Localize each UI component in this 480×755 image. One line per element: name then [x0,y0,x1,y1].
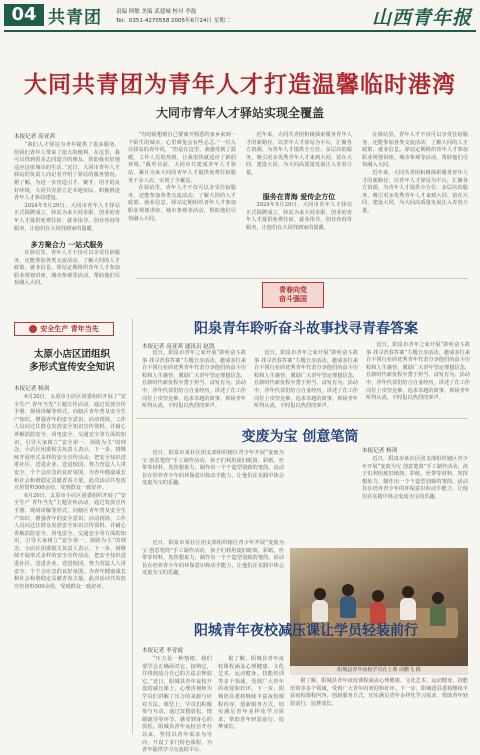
lead-subhead: 大同市青年人才驿站实现全覆盖 [155,106,324,120]
yangquan-col-2: 近日，阳泉市青年之家开展“聆听奋斗故事 找寻青春答案”主题分享活动，邀请多位来自不同行业的优秀青年代表分享他们的奋斗历程和人生感悟，激励广大青年坚定理想信念，在新时代新征程中勇于担当、奋发有为。活动中，青年代表们结合自身经历，讲述了在工作岗位上攻坚克难、追求卓越的故事，现场青年听得认真，不时报以热烈的掌声。 [254,350,358,410]
header-rule [4,30,476,32]
youth-tag: 青春向党 奋斗强国 [262,282,324,308]
waste-headline: 变废为宝 创意笔筒 [241,429,359,445]
lead-column-2: “有时候想到自己要离开熟悉的家乡来到一个陌生的城市，心里难免会有些忐忑。”一位入住驿站的青年说，“但是在这里，我感受到了温暖，工作人员很热情，让我很快就适应了新的环境。”截至目前，大同市共建成青年人才驿站，累计为来大同的青年人才提供免费住宿服务千余人次，实现了全覆盖。 在驿站里，青年人才不仅可以享受住宿服务，还能参加各类交流活动，了解大同的人才政策、就业信息。驿站定期组织青年人才参加职业规划讲座、城市参观等活动，帮助他们尽快融入大同。 [128,132,236,222]
lead-column-3: 近年来，大同共青团积极探索服务青年人才的新路径，以青年人才驿站为平台，汇聚各方资源，为青年人才提供全方位、多层次的服务，吸引更多优秀青年人才来到大同、留在大同、建设大同，为大同高质量发展注入青春力量。 [246,132,352,176]
waste-col-3: 近日，阳泉市某社区团支部组织辖区青少年开展“变废为宝 创意笔筒”手工制作活动，孩子们利用废旧纸筒、彩纸、丝带等材料，发挥想象力，制作出一个个造型别致的笔筒。活动旨在培养青少年的环保意识和动手能力，让他们在实践中体会变废为宝的乐趣。 [142,540,284,577]
page-number: 04 [4,4,44,26]
waste-byline: 本报记者 杨剑 [362,448,398,454]
contact-date-line: Tel：0351-4270558 2005年6月24日 星期二 [116,18,231,24]
waste-col-1: 近日，阳泉市某社区团支部组织辖区青少年开展“变废为宝 创意笔筒”手工制作活动，孩子们利用废旧纸筒、彩纸、丝带等材料，发挥想象力，制作出一个个造型别致的笔筒。活动旨在培养青少年的环保意识和动手能力，让他们在实践中体会变废为宝的乐趣。 [142,450,284,487]
column-divider [132,318,133,734]
class-photo [290,548,468,666]
badge-dot-icon [29,325,37,333]
newspaper-logo: 山西青年报 [371,7,472,29]
safety-body: 6月20日，太原市小店区团委组织开展了“安全生产 青年当先”主题宣传活动，通过发放宣传手册、现场讲解等形式，向辖区青年普及安全生产知识，增强青年的安全意识。活动现场，工作人员向过往群众发放安全知识宣传资料，并耐心讲解消防安全、用电安全、交通安全等方面的知识，引导大家树立“安全第一、预防为主”的理念。小店区团委相关负责人表示，下一步，将继续开展形式多样的安全宣传活动，把安全知识送进社区、送进企业、送进校园，努力营造人人讲安全、个个会应急的良好氛围，为青年健康成长和社会和谐稳定贡献青春力量。此次活动共发放宣传资料500余份，受到群众一致好评。 6月20日，太原市小店区团委组织开展了“安全生产 青年当先”主题宣传活动，通过发放宣传手册、现场讲解等形式，向辖区青年普及安全生产知识，增强青年的安全意识。活动现场，工作人员向过往群众发放安全知识宣传资料，并耐心讲解消防安全、用电安全、交通安全等方面的知识，引导大家树立“安全第一、预防为主”的理念。小店区团委相关负责人表示，下一步，将继续开展形式多样的安全宣传活动，把安全知识送进社区、送进企业、送进校园，努力营造人人讲安全、个个会应急的良好氛围，为青年健康成长和社会和谐稳定贡献青春力量。此次活动共发放宣传资料500余份，受到群众一致好评。 [14,394,126,590]
yangquan-col-1: 近日，阳泉市青年之家开展“聆听奋斗故事 找寻青春答案”主题分享活动，邀请多位来自不同行业的优秀青年代表分享他们的奋斗历程和人生感悟，激励广大青年坚定理想信念，在新时代新征程中勇于担当、奋发有为。活动中，青年代表们结合自身经历，讲述了在工作岗位上攻坚克难、追求卓越的故事，现场青年听得认真，不时报以热烈的掌声。 [142,350,246,410]
lead-column-4: 在驿站里，青年人才不仅可以享受住宿服务，还能参加各类交流活动，了解大同的人才政策、就业信息。驿站定期组织青年人才参加职业规划讲座、城市参观等活动，帮助他们尽快融入大同。 近年来，大同共青团积极探索服务青年人才的新路径，以青年人才驿站为平台，汇聚各方资源，为青年人才提供全方位、多层次的服务，吸引更多优秀青年人才来到大同、留在大同、建设大同，为大同高质量发展注入青春力量。 [362,132,468,214]
waste-col-2: 近日，阳泉市某社区团支部组织辖区青少年开展“变废为宝 创意笔筒”手工制作活动，孩子们利用废旧纸筒、彩纸、丝带等材料，发挥想象力，制作出一个个造型别致的笔筒。活动旨在培养青少年的环保意识和动手能力，让他们在实践中体会变废为宝的乐趣。 [362,456,468,500]
yangquan-col-3: 近日，阳泉市青年之家开展“聆听奋斗故事 找寻青春答案”主题分享活动，邀请多位来自不同行业的优秀青年代表分享他们的奋斗历程和人生感悟，激励广大青年坚定理想信念，在新时代新征程中勇于担当、奋发有为。活动中，青年代表们结合自身经历，讲述了在工作岗位上攻坚克难、追求卓越的故事，现场青年听得认真，不时报以热烈的掌声。 [366,342,470,402]
badge-text: 安全生产 青年当先 [40,325,99,333]
lead-column-1: “我们人才驿站为青年提供了很多服务，给我们青年人带来了很大的便利，在这里，我可以找到很多志同道合的朋友，帮助我更好地适应这座城市的生活。”近日，大同市青年人才驿站的负责人向记者介绍了驿站的服务情况。据了解，为进一步营造引才、聚才、用才的良好环境，大同共青团立足本地实际，积极推进青年人才驿站建设。 2024年5月29日，大同市青年人才驿站正式揭牌成立，驿站为来大同求职、创业的青年人才提供免费住宿、就业指导、创业咨询等服务，让他们在大同找到家的温暖。 [14,142,120,232]
divider [136,418,468,419]
lead-column-1b: 在驿站里，青年人才不仅可以享受住宿服务，还能参加各类交流活动，了解大同的人才政策、就业信息。驿站定期组织青年人才参加职业规划讲座、城市参观等活动，帮助他们尽快融入大同。 [14,250,120,287]
yangquan-byline: 本报记者 高亚茜 通讯员 赵凯 [142,344,215,350]
editor-credits: 责编 阿敏 美编 武建城 校对 李磊 [116,9,197,15]
yangcheng-col-1: “压力是一种情绪，我们要学会正确面对它，接纳它，并找到适合自己的方法去释放它。”近日，阳城县青年夜校开设的减压课上，心理咨询师为学员们讲解了压力的来源与应对方法。课堂上，学员们积极参与互动，通过冥想放松、情绪疏导等环节，感受到身心的放松。阳城县青年夜校自开办以来，坚持以青年需求为导向，开设了多门特色课程，为青年提供学习交流的平台。 [142,656,212,754]
safety-title: 太原小店区团组织 多形式宣传安全知识 [29,349,115,373]
yangcheng-headline: 阳城青年夜校减压课让学员轻装前行 [194,623,418,639]
yangcheng-col-3: 据了解，阳城县青年夜校课程涵盖心理健康、文化艺术、运动健身、技能培训等多个领域，受到广大青年的欢迎和好评。下一步，阳城团县委将继续丰富夜校课程内容，创新服务方式，切实满足青年多样化学习需求，帮助青年轻装前行、追梦成长。 [290,678,468,707]
yangcheng-byline: 本报记者 李青霞 [142,648,183,654]
divider [136,278,468,279]
yangquan-headline: 阳泉青年聆听奋斗故事找寻青春答案 [194,321,418,337]
lead-mid-heading: 服务在青海 爱传企方位 [262,193,336,201]
lead-byline: 本报记者 高亚茜 [14,134,55,140]
lead-section-heading: 多方聚合力 一站式服务 [30,241,104,249]
lead-headline: 大同共青团为青年人才打造温馨临时港湾 [24,72,456,98]
yangcheng-col-2: 据了解，阳城县青年夜校课程涵盖心理健康、文化艺术、运动健身、技能培训等多个领域，受到广大青年的欢迎和好评。下一步，阳城团县委将继续丰富夜校课程内容，创新服务方式，切实满足青年多样化学习需求，帮助青年轻装前行、追梦成长。 [218,656,284,731]
safety-badge [14,322,114,336]
lead-column-3b: 2024年5月29日，大同市青年人才驿站正式揭牌成立，驿站为来大同求职、创业的青年人才提供免费住宿、就业指导、创业咨询等服务，让他们在大同找到家的温暖。 [246,202,352,231]
section-name: 共青团 [48,8,102,28]
safety-byline: 本报记者 杨剑 [14,386,50,392]
photo-caption: 阳城县青年夜校学员在上课 周鹏飞 摄 [290,666,468,675]
